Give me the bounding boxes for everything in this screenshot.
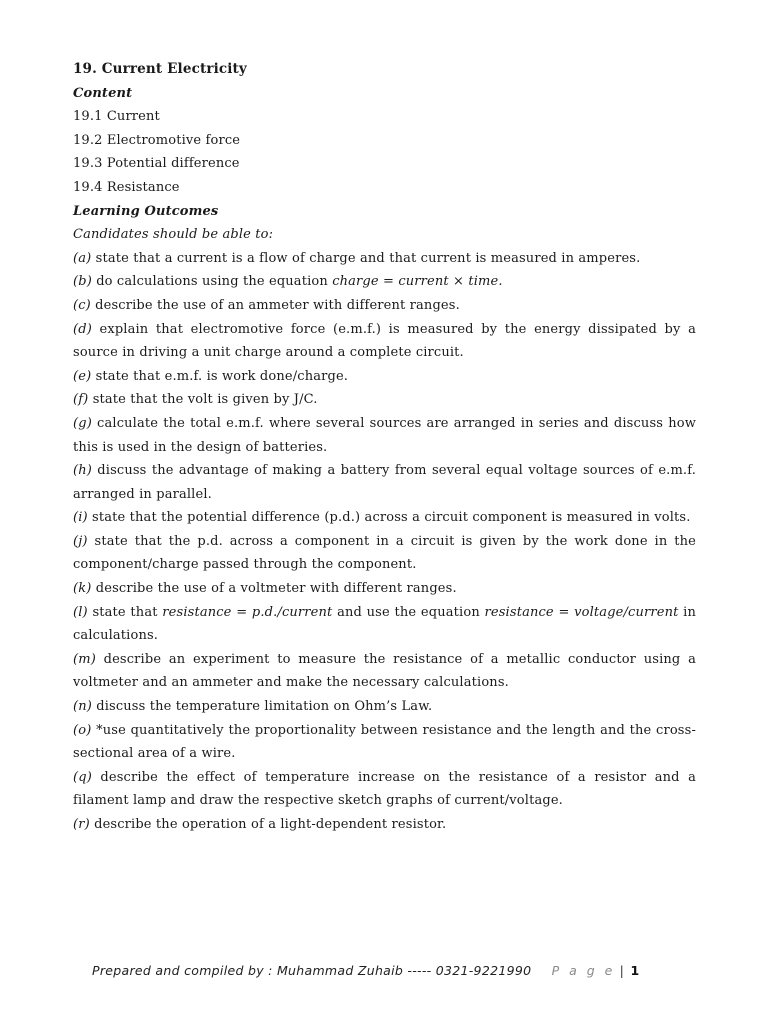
outcome-item xyxy=(73,459,696,506)
outcome-item xyxy=(73,506,696,530)
outcome-text: in calculations. xyxy=(73,604,696,644)
footer-page-label: P a g e xyxy=(551,963,616,978)
outcome-label: (e) xyxy=(73,368,92,384)
outcome-text: describe the use of a voltmeter with different ranges. xyxy=(91,581,457,597)
outcome-label: (l) xyxy=(73,604,88,620)
outcome-item xyxy=(73,412,696,459)
outcomes-list xyxy=(73,247,696,837)
chapter-title: 19. Current Electricity xyxy=(73,61,247,77)
outcome-text: explain that electromotive force (e.m.f.) is measured by the energy dissipated by a source in driving a unit charge around a complete circuit. xyxy=(73,321,696,361)
outcome-text: describe the effect of temperature increase on the resistance of a resistor and a filament lamp and draw the respective sketch graphs of current/voltage. xyxy=(73,769,696,809)
section-item: 19.2 Electromotive force xyxy=(73,132,241,148)
outcome-label: (n) xyxy=(73,699,92,715)
outcome-item xyxy=(73,813,696,837)
page-number: 1 xyxy=(630,963,640,978)
section-item: 19.1 Current xyxy=(73,109,160,125)
outcome-text: state that xyxy=(87,604,163,620)
outcome-item xyxy=(73,766,696,813)
outcomes-intro: Candidates should be able to: xyxy=(73,227,274,243)
outcome-item xyxy=(73,270,696,294)
footer-separator: | xyxy=(619,963,625,978)
outcome-text: state that the potential difference (p.d.) across a circuit component is measured in volts. xyxy=(87,510,691,526)
section-item: 19.3 Potential difference xyxy=(73,156,240,172)
outcome-text: state that the p.d. across a component in a circuit is given by the work done in the component/charge passed through the component. xyxy=(73,533,696,573)
outcome-label: (d) xyxy=(73,321,92,337)
outcome-label: (q) xyxy=(73,769,92,785)
outcome-text: and use the equation xyxy=(332,604,485,620)
footer-credit: Prepared and compiled by : Muhammad Zuhaib ----- 0321-9221990 xyxy=(92,963,532,978)
outcome-formula: charge = current × time. xyxy=(332,274,503,290)
outcome-formula: resistance = voltage/current xyxy=(484,604,679,620)
outcome-label: (g) xyxy=(73,415,92,431)
outcome-formula: resistance = p.d./current xyxy=(162,604,333,620)
outcome-text: state that a current is a flow of charge and that current is measured in amperes. xyxy=(91,250,641,266)
outcome-item xyxy=(73,530,696,577)
outcome-text: describe the operation of a light-dependent resistor. xyxy=(89,817,447,832)
page-footer xyxy=(92,963,692,978)
outcome-item xyxy=(73,365,696,389)
outcome-label: (r) xyxy=(73,817,90,832)
outcome-label: (k) xyxy=(73,581,92,597)
outcome-item xyxy=(73,318,696,365)
outcome-label: (a) xyxy=(73,250,92,266)
outcome-item xyxy=(73,719,696,766)
learning-outcomes-heading: Learning Outcomes xyxy=(73,203,219,219)
outcome-label: (i) xyxy=(73,510,88,526)
outcome-item xyxy=(73,577,696,601)
outcome-text: state that the volt is given by J/C. xyxy=(88,392,318,408)
page-content xyxy=(73,58,696,837)
outcome-text: calculate the total e.m.f. where several sources are arranged in series and discuss how this is used in the design of batteries. xyxy=(73,415,696,455)
outcome-item xyxy=(73,294,696,318)
outcome-label: (b) xyxy=(73,274,92,290)
outcome-label: (j) xyxy=(73,533,88,549)
outcome-label: (o) xyxy=(73,722,92,738)
outcome-text: state that e.m.f. is work done/charge. xyxy=(91,368,349,384)
outcome-label: (f) xyxy=(73,392,89,408)
section-list xyxy=(73,105,696,199)
outcome-text: describe the use of an ammeter with different ranges. xyxy=(90,297,460,313)
outcome-text: describe an experiment to measure the resistance of a metallic conductor using a voltmeter and an ammeter and make the necessary calculations. xyxy=(73,651,696,691)
outcome-item xyxy=(73,601,696,648)
content-heading: Content xyxy=(73,85,133,101)
section-item: 19.4 Resistance xyxy=(73,179,180,195)
outcome-text: discuss the advantage of making a battery from several equal voltage sources of e.m.f. arranged in parallel. xyxy=(73,463,696,502)
outcome-text: do calculations using the equation xyxy=(91,274,333,290)
outcome-text: discuss the temperature limitation on Ohm’s Law. xyxy=(91,699,433,715)
outcome-label: (c) xyxy=(73,297,91,313)
outcome-label: (m) xyxy=(73,651,96,667)
outcome-item xyxy=(73,648,696,695)
outcome-text: *use quantitatively the proportionality between resistance and the length and the cross-sectional area of a wire. xyxy=(73,722,696,762)
outcome-item xyxy=(73,388,696,412)
outcome-item xyxy=(73,247,696,271)
outcome-item xyxy=(73,695,696,719)
outcome-label: (h) xyxy=(73,463,92,479)
